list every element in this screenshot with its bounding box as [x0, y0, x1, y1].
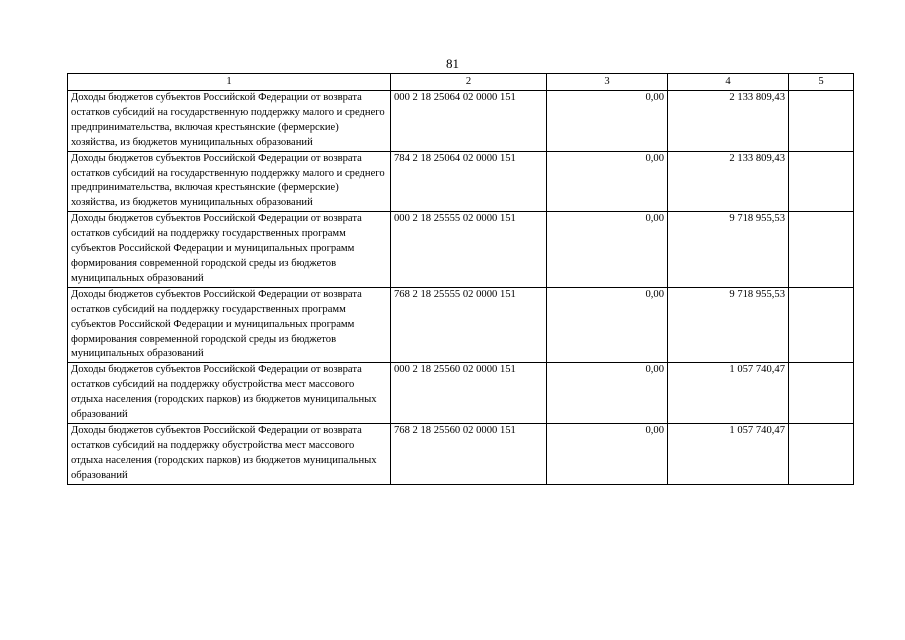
budget-code-cell: 784 2 18 25064 02 0000 151 [391, 151, 547, 212]
revenue-name-cell: Доходы бюджетов субъектов Российской Федерации от возврата остатков субсидий на поддержку государственных программ субъектов Российской Федерации и муниципальных программ формирования современной городской среды из бюджетов муниципальных образований [68, 212, 391, 288]
table-row [68, 363, 854, 424]
column-header-4: 4 [668, 74, 789, 91]
column-4-value-cell: 2 133 809,43 [668, 91, 789, 152]
table-row [68, 287, 854, 363]
revenue-name-cell: Доходы бюджетов субъектов Российской Федерации от возврата остатков субсидий на поддержку государственных программ субъектов Российской Федерации и муниципальных программ формирования современной городской среды из бюджетов муниципальных образований [68, 287, 391, 363]
revenue-name-cell: Доходы бюджетов субъектов Российской Федерации от возврата остатков субсидий на поддержку обустройства мест массового отдыха населения (городских парков) из бюджетов муниципальных образований [68, 423, 391, 484]
column-3-value-cell: 0,00 [547, 363, 668, 424]
page-number: 81 [446, 56, 459, 71]
column-3-value-cell: 0,00 [547, 91, 668, 152]
table-row [68, 151, 854, 212]
column-5-value-cell [789, 151, 854, 212]
table-row [68, 423, 854, 484]
budget-code-cell: 000 2 18 25555 02 0000 151 [391, 212, 547, 288]
column-4-value-cell: 1 057 740,47 [668, 423, 789, 484]
column-5-value-cell [789, 212, 854, 288]
column-4-value-cell: 9 718 955,53 [668, 287, 789, 363]
column-4-value-cell: 2 133 809,43 [668, 151, 789, 212]
column-4-value-cell: 9 718 955,53 [668, 212, 789, 288]
column-3-value-cell: 0,00 [547, 212, 668, 288]
column-5-value-cell [789, 423, 854, 484]
budget-code-cell: 768 2 18 25560 02 0000 151 [391, 423, 547, 484]
revenue-name-cell: Доходы бюджетов субъектов Российской Федерации от возврата остатков субсидий на поддержку обустройства мест массового отдыха населения (городских парков) из бюджетов муниципальных образований [68, 363, 391, 424]
column-header-2: 2 [391, 74, 547, 91]
column-3-value-cell: 0,00 [547, 287, 668, 363]
revenue-name-cell: Доходы бюджетов субъектов Российской Федерации от возврата остатков субсидий на государственную поддержку малого и среднего предпринимательства, включая крестьянские (фермерские) хозяйства, из бюджетов муниципальных образований [68, 91, 391, 152]
column-3-value-cell: 0,00 [547, 423, 668, 484]
column-5-value-cell [789, 287, 854, 363]
table-row [68, 91, 854, 152]
column-number-row [68, 74, 854, 91]
budget-revenue-table [67, 73, 854, 485]
revenue-name-cell: Доходы бюджетов субъектов Российской Федерации от возврата остатков субсидий на государственную поддержку малого и среднего предпринимательства, включая крестьянские (фермерские) хозяйства, из бюджетов муниципальных образований [68, 151, 391, 212]
column-header-1: 1 [68, 74, 391, 91]
budget-code-cell: 000 2 18 25560 02 0000 151 [391, 363, 547, 424]
budget-code-cell: 000 2 18 25064 02 0000 151 [391, 91, 547, 152]
column-header-3: 3 [547, 74, 668, 91]
budget-code-cell: 768 2 18 25555 02 0000 151 [391, 287, 547, 363]
column-4-value-cell: 1 057 740,47 [668, 363, 789, 424]
column-3-value-cell: 0,00 [547, 151, 668, 212]
column-5-value-cell [789, 363, 854, 424]
column-header-5: 5 [789, 74, 854, 91]
column-5-value-cell [789, 91, 854, 152]
table-row [68, 212, 854, 288]
